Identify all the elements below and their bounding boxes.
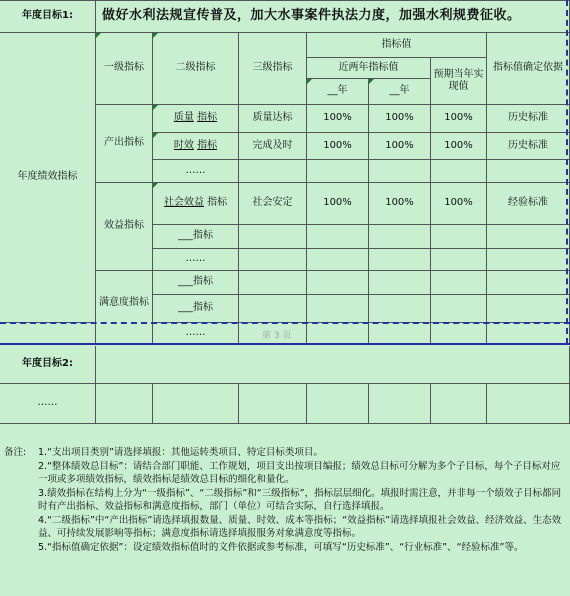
row-output-more-level3[interactable] — [239, 160, 307, 183]
row-timeliness-level2[interactable] — [153, 133, 239, 160]
category-satisfaction[interactable]: 满意度指标 — [96, 271, 153, 344]
note-row-4 — [4, 514, 564, 541]
goal2-level2[interactable] — [153, 384, 239, 424]
header-year-a[interactable]: __年 — [307, 79, 369, 105]
row-benefit-more-year-a[interactable] — [307, 249, 369, 271]
note-row-2 — [4, 460, 564, 487]
row-social-level2-name: 社会效益 — [163, 197, 204, 209]
row-benefit-more-year-b[interactable] — [369, 249, 431, 271]
category-benefit[interactable]: 效益指标 — [96, 183, 153, 271]
row-benefit-blank-basis[interactable] — [487, 225, 570, 249]
note-row-3 — [4, 487, 564, 514]
row-sat-more-basis[interactable] — [487, 323, 570, 344]
annual-performance-indicators-label[interactable]: 年度绩效指标 — [0, 33, 96, 323]
header-level1[interactable]: 一级指标 — [96, 33, 153, 105]
row-benefit-more[interactable]: …… — [153, 249, 239, 271]
row-benefit-blank-year-b[interactable] — [369, 225, 431, 249]
row-social-basis[interactable]: 经验标准 — [487, 183, 570, 225]
goal2-year-b[interactable] — [369, 384, 431, 424]
row-quality-year-a[interactable]: 100% — [307, 105, 369, 133]
row-sat-more-year-b[interactable] — [369, 323, 431, 344]
page-break-vertical — [566, 0, 568, 344]
note-row-1 — [4, 446, 564, 460]
row-quality-level3[interactable]: 质量达标 — [239, 105, 307, 133]
row-timeliness-level2-name: 时效 — [173, 139, 194, 151]
row-sat-more-expected[interactable] — [431, 323, 487, 344]
row-social-year-a[interactable]: 100% — [307, 183, 369, 225]
row-sat-b-level2[interactable]: ___指标 — [153, 295, 239, 323]
header-year-b[interactable]: __年 — [369, 79, 431, 105]
category-output[interactable]: 产出指标 — [96, 105, 153, 183]
page-break-line — [0, 322, 570, 324]
row-benefit-more-level3[interactable] — [239, 249, 307, 271]
row-quality-level2[interactable] — [153, 105, 239, 133]
row-sat-b-expected[interactable] — [431, 295, 487, 323]
notes-label: 备注: — [4, 447, 27, 458]
goal1-label[interactable]: 年度目标1: — [0, 0, 96, 33]
header-expected-current[interactable]: 预期当年实现值 — [431, 58, 487, 105]
row-timeliness-expected[interactable]: 100% — [431, 133, 487, 160]
row-quality-level2-name: 质量 — [173, 112, 194, 124]
row-timeliness-level2-suffix: 指标 — [197, 139, 218, 151]
note-row-5 — [4, 541, 564, 555]
goal2-year-a[interactable] — [307, 384, 369, 424]
row-timeliness-level3[interactable]: 完成及时 — [239, 133, 307, 160]
row-benefit-blank-level2[interactable]: ___指标 — [153, 225, 239, 249]
row-timeliness-year-b[interactable]: 100% — [369, 133, 431, 160]
row-social-level3[interactable]: 社会安定 — [239, 183, 307, 225]
row-sat-a-year-b[interactable] — [369, 271, 431, 295]
row-benefit-more-expected[interactable] — [431, 249, 487, 271]
goal1-text[interactable]: 做好水利法规宣传普及，加大水事案件执法力度，加强水利规费征收。 — [96, 0, 570, 33]
row-sat-a-year-a[interactable] — [307, 271, 369, 295]
row-benefit-blank-level3[interactable] — [239, 225, 307, 249]
row-output-more-year-b[interactable] — [369, 160, 431, 183]
row-quality-expected[interactable]: 100% — [431, 105, 487, 133]
row-sat-more-year-a[interactable] — [307, 323, 369, 344]
row-benefit-more-basis[interactable] — [487, 249, 570, 271]
row-sat-a-level2[interactable]: ___指标 — [153, 271, 239, 295]
row-quality-basis[interactable]: 历史标准 — [487, 105, 570, 133]
goal2-level3[interactable] — [239, 384, 307, 424]
row-sat-more-left[interactable] — [0, 323, 96, 344]
goal2-text[interactable] — [96, 346, 570, 384]
row-timeliness-year-a[interactable]: 100% — [307, 133, 369, 160]
row-social-year-b[interactable]: 100% — [369, 183, 431, 225]
row-sat-a-level3[interactable] — [239, 271, 307, 295]
notes-section — [4, 446, 564, 554]
row-benefit-blank-year-a[interactable] — [307, 225, 369, 249]
row-quality-year-b[interactable]: 100% — [369, 105, 431, 133]
header-recent-two-years[interactable]: 近两年指标值 — [307, 58, 431, 79]
row-sat-more[interactable]: …… — [153, 323, 239, 344]
row-output-more[interactable]: …… — [153, 160, 239, 183]
row-sat-b-year-b[interactable] — [369, 295, 431, 323]
header-level3[interactable]: 三级指标 — [239, 33, 307, 105]
row-quality-level2-suffix: 指标 — [197, 112, 218, 124]
header-indicator-value[interactable]: 指标值 — [307, 33, 487, 58]
row-sat-a-basis[interactable] — [487, 271, 570, 295]
header-level2[interactable]: 二级指标 — [153, 33, 239, 105]
goal2-label[interactable]: 年度目标2: — [0, 346, 96, 384]
row-social-expected[interactable]: 100% — [431, 183, 487, 225]
row-sat-b-level3[interactable] — [239, 295, 307, 323]
note-item-3: 3.绩效指标在结构上分为“一级指标”、“二级指标”和“三级指标”，指标层层细化。填报时需注意，并非每一个绩效子目标都同时有产出指标、效益指标和满意度指标，部门（单位）可结合实际，自行选择填报。 — [38, 487, 562, 512]
goal2-basis[interactable] — [487, 384, 570, 424]
note-item-1: 1.“支出项目类别”请选择填报：其他运转类项目、特定目标类项目。 — [38, 447, 323, 458]
page-number-watermark: 第 3 页 — [262, 331, 292, 341]
goal2-level1[interactable] — [96, 384, 153, 424]
header-basis[interactable]: 指标值确定依据 — [487, 33, 570, 105]
note-item-2: 2.“整体绩效总目标”：请结合部门职能、工作规划，项目支出按项目编报；绩效总目标可分解为多个子目标，每个子目标对应一项或多项绩效指标，绩效指标是绩效总目标的细化和量化。 — [38, 460, 561, 485]
row-sat-a-expected[interactable] — [431, 271, 487, 295]
note-item-4: 4.“二级指标”中“产出指标”请选择填报数量、质量、时效、成本等指标；“效益指标”请选择填报社会效益、经济效益、生态效益、可持续发展影响等指标；满意度指标请选择填报服务对象满意度等指标。 — [38, 514, 562, 539]
goal2-expected[interactable] — [431, 384, 487, 424]
row-sat-b-year-a[interactable] — [307, 295, 369, 323]
row-output-more-basis[interactable] — [487, 160, 570, 183]
row-sat-b-basis[interactable] — [487, 295, 570, 323]
row-social-level2-suffix: 指标 — [207, 197, 228, 209]
row-social-level2[interactable] — [153, 183, 239, 225]
row-output-more-year-a[interactable] — [307, 160, 369, 183]
note-item-5: 5.“指标值确定依据”：设定绩效指标值时的文件依据或参考标准，可填写“历史标准”、“行业标准”、“经验标准”等。 — [38, 541, 524, 553]
row-benefit-blank-expected[interactable] — [431, 225, 487, 249]
page-boundary-line — [0, 343, 570, 345]
row-timeliness-basis[interactable]: 历史标准 — [487, 133, 570, 160]
row-output-more-expected[interactable] — [431, 160, 487, 183]
goal2-more[interactable]: …… — [0, 384, 96, 424]
